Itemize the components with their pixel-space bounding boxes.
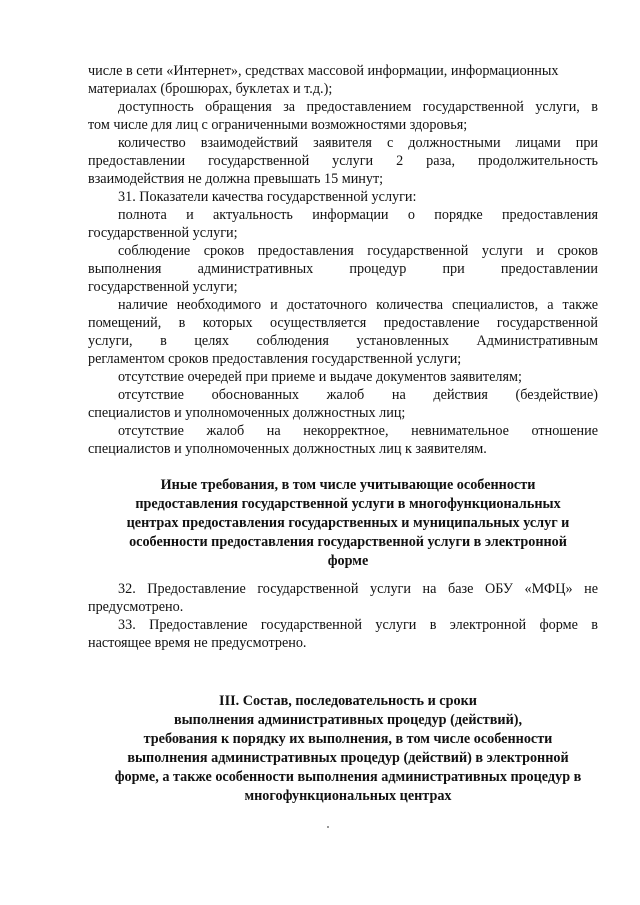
section-heading-line: III. Состав, последовательность и сроки [219,693,477,709]
text-line: том числе для лиц с ограниченными возможностями здоровья; [88,117,468,133]
text-line: 33. Предоставление государственной услуги в электронной форме в [118,617,598,633]
section-heading-line: выполнения административных процедур (действий) в электронной [127,750,569,766]
section-heading-line: центрах предоставления государственных и муниципальных услуг и [126,515,570,531]
section-heading-line: форме [327,553,369,569]
text-line: полнота и актуальность информации о порядке предоставления [118,207,598,223]
text-line: настоящее время не предусмотрено. [88,635,307,651]
scan-speck [327,826,329,828]
section-heading-line: особенности предоставления государственной услуги в электронной [129,534,567,550]
section-heading-line: выполнения административных процедур (действий), [173,712,523,728]
text-line: отсутствие обоснованных жалоб на действия (бездействие) [118,387,598,403]
text-line: доступность обращения за предоставлением государственной услуги, в [118,99,598,115]
text-line: услуги, в целях соблюдения установленных Административным [88,333,598,349]
section-heading-line: требования к порядку их выполнения, в том числе особенности [143,731,553,747]
text-line: материалах (брошюрах, буклетах и т.д.); [88,81,333,97]
text-line: помещений, в которых осуществляется предоставление государственной [88,315,598,331]
text-line: взаимодействия не должна превышать 15 минут; [88,171,384,187]
text-line: количество взаимодействий заявителя с должностными лицами при [118,135,598,151]
text-line: соблюдение сроков предоставления государственной услуги и сроков [118,243,598,259]
text-line: отсутствие жалоб на некорректное, невнимательное отношение [118,423,598,439]
text-line: предусмотрено. [88,599,184,615]
section-heading-line: форме, а также особенности выполнения административных процедур в [114,769,582,785]
text-line: выполнения административных процедур при предоставлении [88,261,598,277]
text-line: 31. Показатели качества государственной услуги: [118,189,417,205]
text-line: государственной услуги; [88,225,238,241]
section-heading-line: предоставления государственной услуги в многофункциональных [135,496,561,512]
section-heading-line: Иные требования, в том числе учитывающие особенности [160,477,536,493]
text-line: предоставлении государственной услуги 2 раза, продолжительность [88,153,598,169]
text-line: числе в сети «Интернет», средствах массовой информации, информационных [88,63,559,79]
text-line: наличие необходимого и достаточного количества специалистов, а также [118,297,598,313]
text-line: специалистов и уполномоченных должностных лиц; [88,405,406,421]
text-line: 32. Предоставление государственной услуги на базе ОБУ «МФЦ» не [118,581,598,597]
section-heading-line: многофункциональных центрах [244,788,452,804]
text-line: государственной услуги; [88,279,238,295]
text-line: регламентом сроков предоставления государственной услуги; [88,351,462,367]
text-line: специалистов и уполномоченных должностных лиц к заявителям. [88,441,487,457]
text-line: отсутствие очередей при приеме и выдаче документов заявителям; [118,369,522,385]
